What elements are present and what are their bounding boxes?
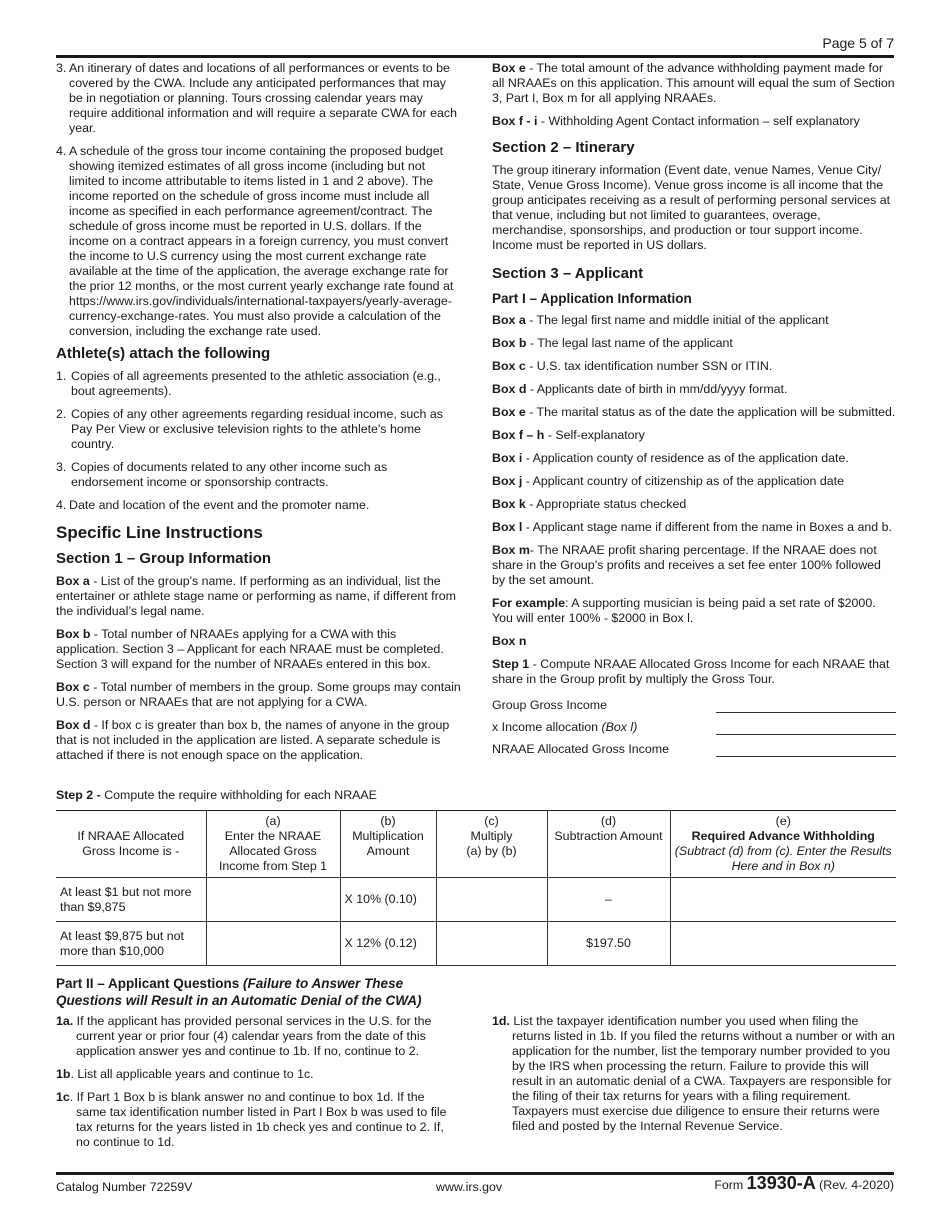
section1-box-b: Box b - Total number of NRAAEs applying for a CWA with this application. Section 3 – Applicant for each NRAAE must be completed. Section 3 will expand for the number of NRAAEs entered in this box.	[56, 627, 444, 671]
allocated-gross-income-field[interactable]	[716, 755, 896, 757]
question-1a: 1a. If the applicant has provided personal services in the U.S. for the current year or prior four (4) calendar years from the date of this application answer yes and continue to 1b. If no, continue to 2.	[56, 1014, 432, 1058]
table-header-row	[56, 811, 896, 878]
table-row: At least $1 but not more than $9,875 X 10% (0.10) –	[56, 878, 896, 922]
part1-box: Box m- The NRAAE profit sharing percentage. If the NRAAE does not share in the Group’s profits and receives a set fee enter 100% followed by the set amount.	[492, 543, 881, 587]
part2-heading: Part II – Applicant Questions (Failure to Answer These Questions will Result in an Automatic Denial of the CWA)	[56, 976, 422, 1008]
page-number: Page 5 of 7	[822, 35, 894, 51]
list-item: 3. An itinerary of dates and locations of all performances or events to be covered by the CWA. Include any anticipated performances that may be in negotiation or planning. Tours crossing calendar years may require additional information and will require a separate CWA for each year.	[56, 61, 457, 135]
section1-box-a: Box a - List of the group's name. If performing as an individual, list the entertainer or athlete stage name or performing as name, if different from the individual’s legal name.	[56, 574, 456, 618]
header-e: (e) Required Advance Withholding (Subtract (d) from (c). Enter the Results Here and in Box n)	[670, 811, 896, 878]
list-item: 4. A schedule of the gross tour income containing the proposed budget showing itemized estimates of all gross income (including but not limited to income attributable to items listed in 1 and 2 above). The income reported on the schedule of gross income must include all income as specified in each performance agreement/contract. The schedule of gross income must be reported in U.S. dollars. If the income on a contract appears in a foreign currency, you must convert the income to U.S currency using the most current exchange rate available at the time of the application, the average exchange rate for the prior 12 months, or the most current yearly exchange rate found at https://www.irs.gov/individuals/international-taxpayers/yearly-average-currency-exchange-rates. You must also provide a calculation of the conversion, including the exchange rate used.	[56, 144, 454, 338]
allocated-income-cell[interactable]	[206, 922, 340, 966]
part1-box: Box l - Applicant stage name if different from the name in Boxes a and b.	[492, 520, 892, 534]
part1-box: Box i - Application county of residence as of the application date.	[492, 451, 849, 465]
part1-box: Box k - Appropriate status checked	[492, 497, 687, 511]
part2-left	[56, 1014, 451, 1158]
withholding-table	[56, 810, 896, 966]
question-1b: 1b. List all applicable years and continue to 1c.	[56, 1067, 314, 1081]
income-allocation-field[interactable]	[716, 733, 896, 735]
athletes-heading: Athlete(s) attach the following	[56, 345, 271, 362]
catalog-number: Catalog Number 72259V	[56, 1180, 193, 1194]
allocated-gross-income-row: NRAAE Allocated Gross Income	[492, 735, 896, 757]
right-column	[492, 61, 896, 757]
group-gross-income-field[interactable]	[716, 711, 896, 713]
step2-text: Step 2 - Compute the require withholding for each NRAAE	[56, 788, 377, 802]
multiply-cell[interactable]	[436, 878, 547, 922]
list-item: 3. Copies of documents related to any other income such as endorsement income or sponsorship contracts.	[56, 460, 388, 489]
section1-box-c: Box c - Total number of members in the group. Some groups may contain U.S. person or NRAAEs that are not applying for a CWA.	[56, 680, 461, 709]
header-b: (b) Multiplication Amount	[340, 811, 436, 878]
income-allocation-row: x Income allocation (Box l)	[492, 713, 896, 735]
specific-instructions-heading: Specific Line Instructions	[56, 523, 263, 542]
part1-box: Box b - The legal last name of the applicant	[492, 336, 733, 350]
box-n-label: Box n	[492, 634, 527, 648]
table-row: At least $9,875 but not more than $10,000 X 12% (0.12) $197.50	[56, 922, 896, 966]
left-column	[56, 61, 461, 771]
top-rule	[56, 55, 894, 58]
multiply-cell[interactable]	[436, 922, 547, 966]
allocated-income-cell[interactable]	[206, 878, 340, 922]
part1-box: Box d - Applicants date of birth in mm/dd/yyyy format.	[492, 382, 788, 396]
question-1c: 1c. If Part 1 Box b is blank answer no and continue to box 1d. If the same tax identification number listed in Part I Box b was used to file tax returns for the years listed in 1b check yes and continue to 2. If, no continue to 1d.	[56, 1090, 447, 1149]
header-c: (c) Multiply (a) by (b)	[436, 811, 547, 878]
withholding-cell[interactable]	[670, 878, 896, 922]
question-1d: 1d. List the taxpayer identification number you used when filing the returns listed in 1b. If you filed the returns without a number or with an application for the number, list the temporary number provided to you by the IRS when processing the return. Failure to provide this will result in an automatic denial of a CWA. Taxpayers are responsible for the filing of their tax returns for years with a filing requirement. Taxpayers must exercise due diligence to ensure their returns were filed and posted by the Internal Revenue Service.	[492, 1014, 895, 1133]
header-d: (d) Subtraction Amount	[547, 811, 670, 878]
box-f-desc: Box f - i - Withholding Agent Contact information – self explanatory	[492, 114, 860, 128]
box-e-desc: Box e - The total amount of the advance withholding payment made for all NRAAEs on this application. This amount will equal the sum of Section 3, Part I, Box m for all applying NRAAEs.	[492, 61, 895, 105]
section2-heading: Section 2 – Itinerary	[492, 139, 635, 156]
header-a: (a) Enter the NRAAE Allocated Gross Income from Step 1	[206, 811, 340, 878]
section2-text: The group itinerary information (Event date, venue Names, Venue City/ State, Venue Gross Income). Venue gross income is all income that the group anticipates receiving as a result of performing personal services at that venue, including but not limited to guarantees, overage, merchandise, sponsorships, and production or tour support income. Income must be reported in US dollars.	[492, 163, 891, 252]
withholding-cell[interactable]	[670, 922, 896, 966]
part1-heading: Part I – Application Information	[492, 291, 692, 306]
section1-box-d: Box d - If box c is greater than box b, the names of anyone in the group that is not included in the application are listed. A separate schedule is attached if there is not enough space on the application.	[56, 718, 450, 762]
form-id: Form 13930-A (Rev. 4-2020)	[714, 1173, 894, 1193]
step1-text: Step 1 - Compute NRAAE Allocated Gross Income for each NRAAE that share in the Group profit by multiply the Gross Tour.	[492, 657, 890, 686]
example-text: For example: A supporting musician is being paid a set rate of $2000. You will enter 100% - $2000 in Box l.	[492, 596, 876, 625]
group-gross-income-row: Group Gross Income	[492, 691, 896, 713]
list-item: 2. Copies of any other agreements regarding residual income, such as Pay Per View or exclusive television rights to the athlete's home country.	[56, 407, 443, 451]
section1-heading: Section 1 – Group Information	[56, 550, 272, 567]
part1-box: Box f – h - Self-explanatory	[492, 428, 645, 442]
part1-box: Box a - The legal first name and middle initial of the applicant	[492, 313, 829, 327]
part2-right	[492, 1014, 896, 1142]
list-item: 4. Date and location of the event and the promoter name.	[56, 498, 370, 512]
part1-box: Box j - Applicant country of citizenship as of the application date	[492, 474, 844, 488]
header-range: If NRAAE Allocated Gross Income is -	[56, 811, 206, 878]
irs-url[interactable]: www.irs.gov	[436, 1180, 503, 1194]
list-item: 1. Copies of all agreements presented to the athletic association (e.g., bout agreements).	[56, 369, 441, 398]
part1-box: Box c - U.S. tax identification number SSN or ITIN.	[492, 359, 773, 373]
section3-heading: Section 3 – Applicant	[492, 265, 644, 282]
part1-box: Box e - The marital status as of the date the application will be submitted.	[492, 405, 896, 419]
